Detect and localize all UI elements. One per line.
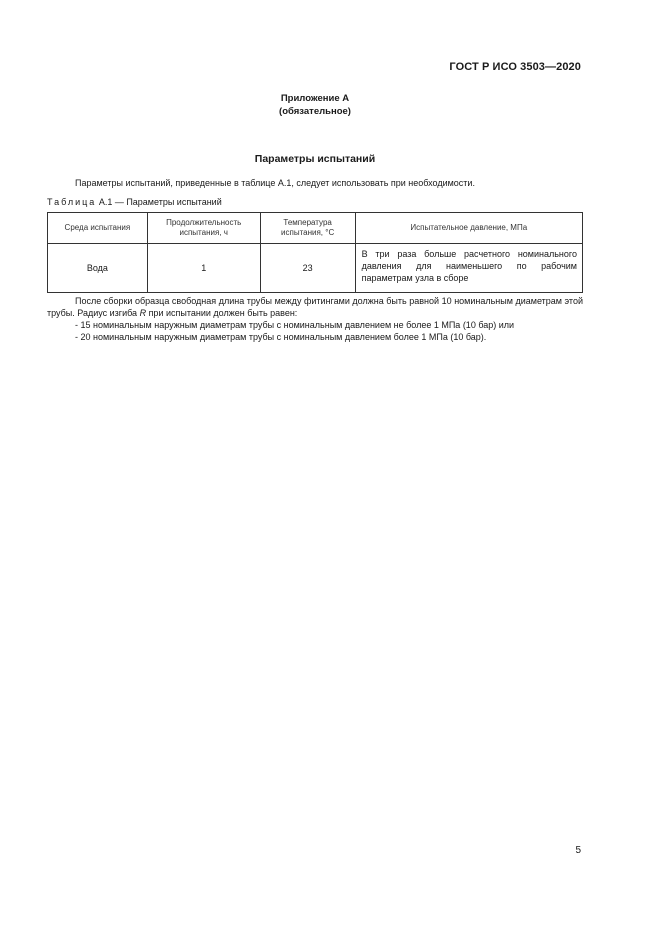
- header-temperature-text: Температура испытания, °С: [281, 218, 335, 237]
- body-text: [47, 295, 583, 343]
- annex-heading: [0, 92, 630, 118]
- paragraph-text-part1: После сборки образца свободная длина трубы между фитингами должна быть равной 10 номинальным диаметрам этой трубы. Радиус изгиба: [47, 296, 583, 318]
- annex-title: Приложение А: [280, 93, 350, 104]
- table-caption: [47, 197, 222, 207]
- table-caption-text: А.1 — Параметры испытаний: [98, 197, 222, 207]
- page-number: 5: [575, 845, 581, 856]
- radius-symbol: R: [139, 308, 147, 318]
- cell-pressure: В три раза больше расчетного номинального давления для наименьшего по рабочим параметрам узла в сборе: [355, 244, 582, 293]
- test-parameters-table: [47, 212, 583, 293]
- list-item: - 20 номинальным наружным диаметрам трубы с номинальным давлением более 1 МПа (10 бар).: [75, 332, 487, 342]
- paragraph-text-part2: при испытании должен быть равен:: [146, 308, 298, 318]
- table-row: [48, 244, 583, 293]
- intro-paragraph: Параметры испытаний, приведенные в таблице А.1, следует использовать при необходимости.: [75, 178, 475, 188]
- header-pressure: Испытательное давление, МПа: [355, 213, 582, 244]
- section-title: Параметры испытаний: [254, 153, 376, 165]
- header-duration-text: Продолжительность испытания, ч: [166, 218, 242, 237]
- table-header-row: [48, 213, 583, 244]
- header-temperature: [260, 213, 355, 244]
- sample-length-paragraph: [47, 295, 583, 319]
- document-code: ГОСТ Р ИСО 3503—2020: [449, 61, 581, 73]
- cell-medium: Вода: [48, 244, 148, 293]
- list-item: - 15 номинальным наружным диаметрам трубы с номинальным давлением не более 1 МПа (10 бар) или: [75, 320, 515, 330]
- cell-duration: 1: [147, 244, 260, 293]
- header-duration: [147, 213, 260, 244]
- table-caption-word: Таблица: [47, 197, 97, 207]
- cell-temperature: 23: [260, 244, 355, 293]
- header-medium: Среда испытания: [48, 213, 148, 244]
- annex-status: (обязательное): [279, 106, 351, 117]
